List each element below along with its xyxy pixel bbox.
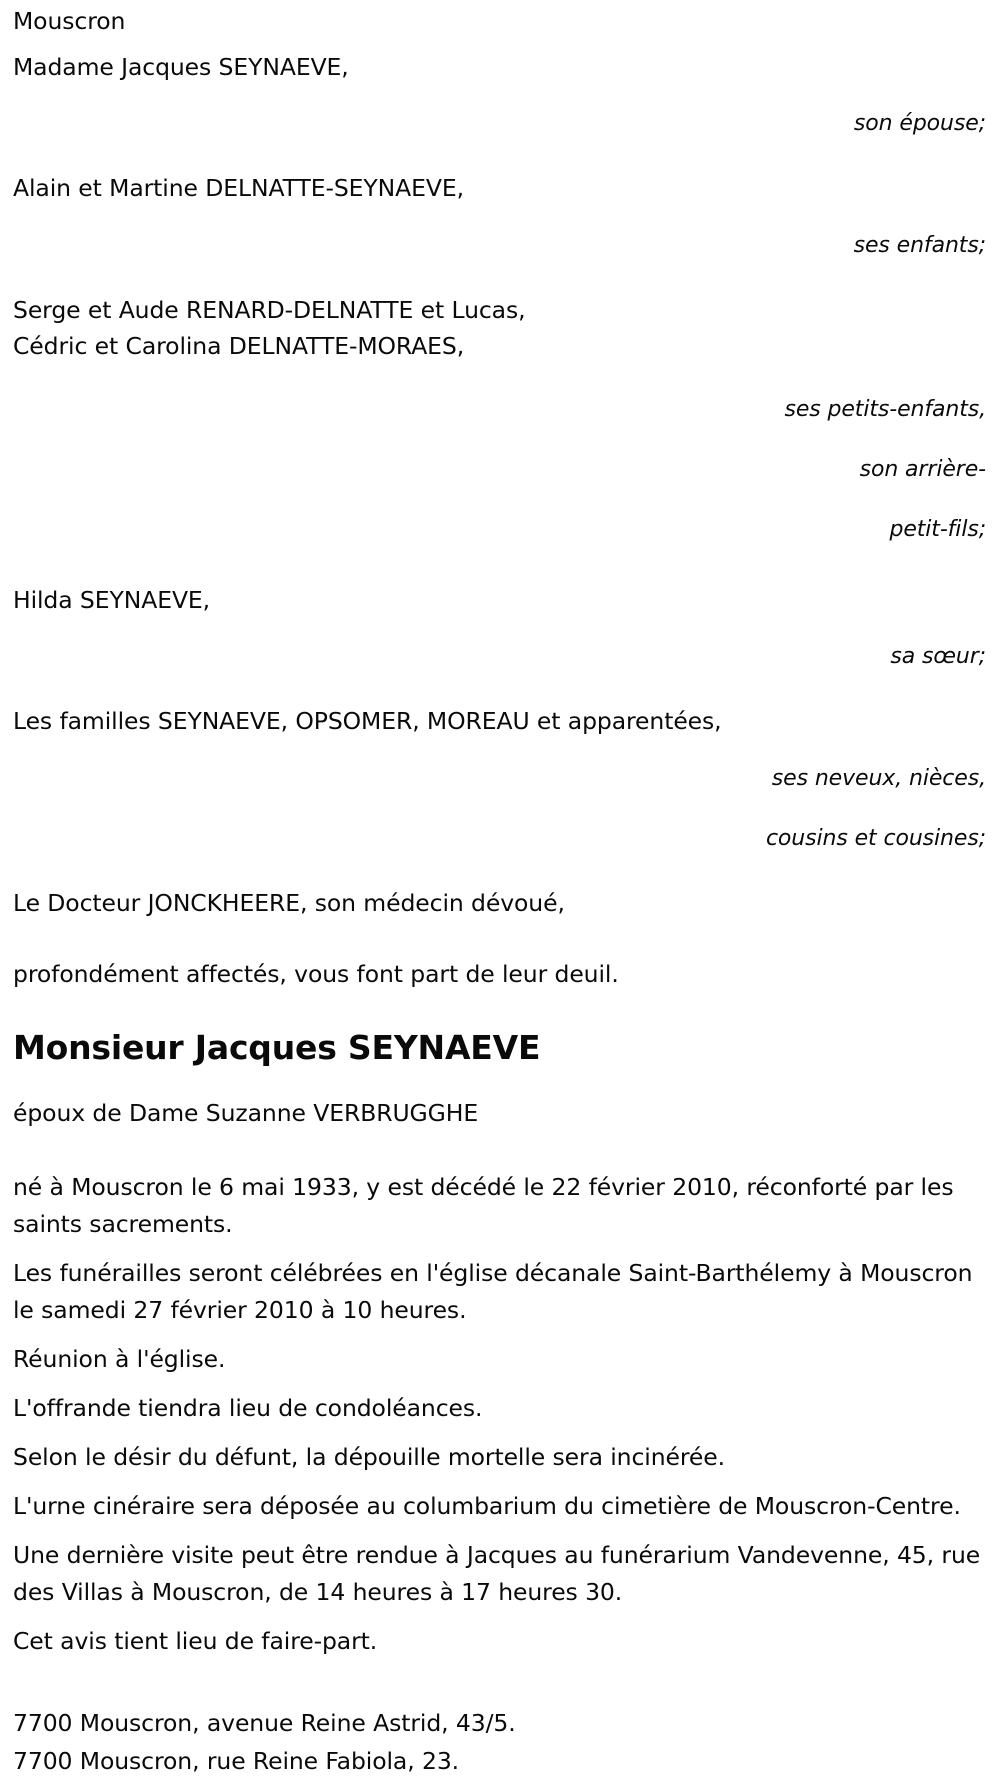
relation-line: son épouse; xyxy=(853,111,986,136)
detail-paragraph: Selon le désir du défunt, la dépouille mortelle sera incinérée. xyxy=(13,1443,726,1471)
address-line: 7700 Mouscron, rue Reine Fabiola, 23. xyxy=(13,1747,460,1775)
relation-line: ses petits-enfants, xyxy=(784,396,986,422)
announcer-name: Le Docteur JONCKHEERE, son médecin dévoué, xyxy=(13,888,565,917)
spacer xyxy=(13,1611,986,1623)
spacer xyxy=(13,1329,986,1341)
relation-line: ses enfants; xyxy=(853,232,986,258)
relation-line: cousins et cousines; xyxy=(765,825,986,851)
announcer-names xyxy=(13,52,986,81)
announcer-entry-doctor xyxy=(13,888,986,917)
announcer-names xyxy=(13,295,986,360)
announcer-entry-grandchildren xyxy=(13,295,986,563)
spacer xyxy=(13,563,986,589)
announcer-name: Cédric et Carolina DELNATTE-MORAES, xyxy=(13,332,465,360)
relation-line: ses neveux, nièces, xyxy=(771,765,986,791)
announcement-closing: profondément affectés, vous font part de leur deuil. xyxy=(13,960,619,988)
spacer xyxy=(13,1378,986,1390)
spacer xyxy=(13,1427,986,1439)
announcer-name: Alain et Martine DELNATTE-SEYNAEVE, xyxy=(13,174,464,202)
top-spacer xyxy=(13,0,986,10)
deceased-name-heading: Monsieur Jacques SEYNAEVE xyxy=(13,1027,541,1067)
detail-paragraph: L'offrande tiendra lieu de condoléances. xyxy=(13,1394,483,1422)
deceased-spouse-line: époux de Dame Suzanne VERBRUGGHE xyxy=(13,1098,479,1127)
announcer-relation xyxy=(13,746,986,872)
detail-paragraph: Cet avis tient lieu de faire-part. xyxy=(13,1627,378,1655)
spacer xyxy=(13,612,986,624)
relation-line: petit-fils; xyxy=(889,516,986,542)
announcer-names xyxy=(13,707,986,735)
detail-paragraph: Une dernière visite peut être rendue à Jacques au funérarium Vandevenne, 45, rue des Villas à Mouscron, de 14 heures à 17 heures 30. xyxy=(13,1541,981,1606)
announcer-entry-children xyxy=(13,174,986,279)
spacer xyxy=(13,1243,986,1255)
announcer-name: Hilda SEYNAEVE, xyxy=(13,585,211,614)
spacer xyxy=(13,359,986,377)
announcer-relation xyxy=(13,91,986,157)
spacer xyxy=(13,987,986,1031)
detail-paragraph: né à Mouscron le 6 mai 1933, y est décédé le 22 février 2010, réconforté par les saints sacrements. xyxy=(13,1173,954,1238)
spacer xyxy=(13,79,986,91)
announcer-names xyxy=(13,888,986,917)
announcer-relation xyxy=(13,213,986,279)
spacer xyxy=(13,1525,986,1537)
spacer xyxy=(13,1064,986,1102)
relation-line: son arrière- xyxy=(859,456,986,482)
announcer-relation xyxy=(13,377,986,563)
detail-paragraph: Les funérailles seront célébrées en l'église décanale Saint-Barthélemy à Mouscron le samedi 27 février 2010 à 10 heures. xyxy=(13,1259,973,1324)
announcer-entry-spouse xyxy=(13,52,986,158)
address-line: 7700 Mouscron, avenue Reine Astrid, 43/5. xyxy=(13,1709,516,1737)
announcer-name: Serge et Aude RENARD-DELNATTE et Lucas, xyxy=(13,295,526,324)
announcer-names xyxy=(13,174,986,202)
address-block xyxy=(13,1704,986,1780)
spacer xyxy=(13,1125,986,1169)
relation-line: sa sœur; xyxy=(890,644,986,669)
announcer-entry-sister xyxy=(13,585,986,691)
announcer-entry-families xyxy=(13,707,986,872)
announcer-relation xyxy=(13,624,986,690)
spacer xyxy=(13,1476,986,1488)
spacer xyxy=(13,1660,986,1704)
announcer-name: Les familles SEYNAEVE, OPSOMER, MOREAU et apparentées, xyxy=(13,707,722,735)
spacer xyxy=(13,915,986,963)
announcer-names xyxy=(13,585,986,614)
announcer-name: Madame Jacques SEYNAEVE, xyxy=(13,52,349,81)
spacer xyxy=(13,734,986,746)
spacer xyxy=(13,201,986,213)
detail-paragraph: L'urne cinéraire sera déposée au columbarium du cimetière de Mouscron-Centre. xyxy=(13,1492,961,1520)
locality-line: Mouscron xyxy=(13,7,126,35)
detail-paragraph: Réunion à l'église. xyxy=(13,1345,226,1373)
